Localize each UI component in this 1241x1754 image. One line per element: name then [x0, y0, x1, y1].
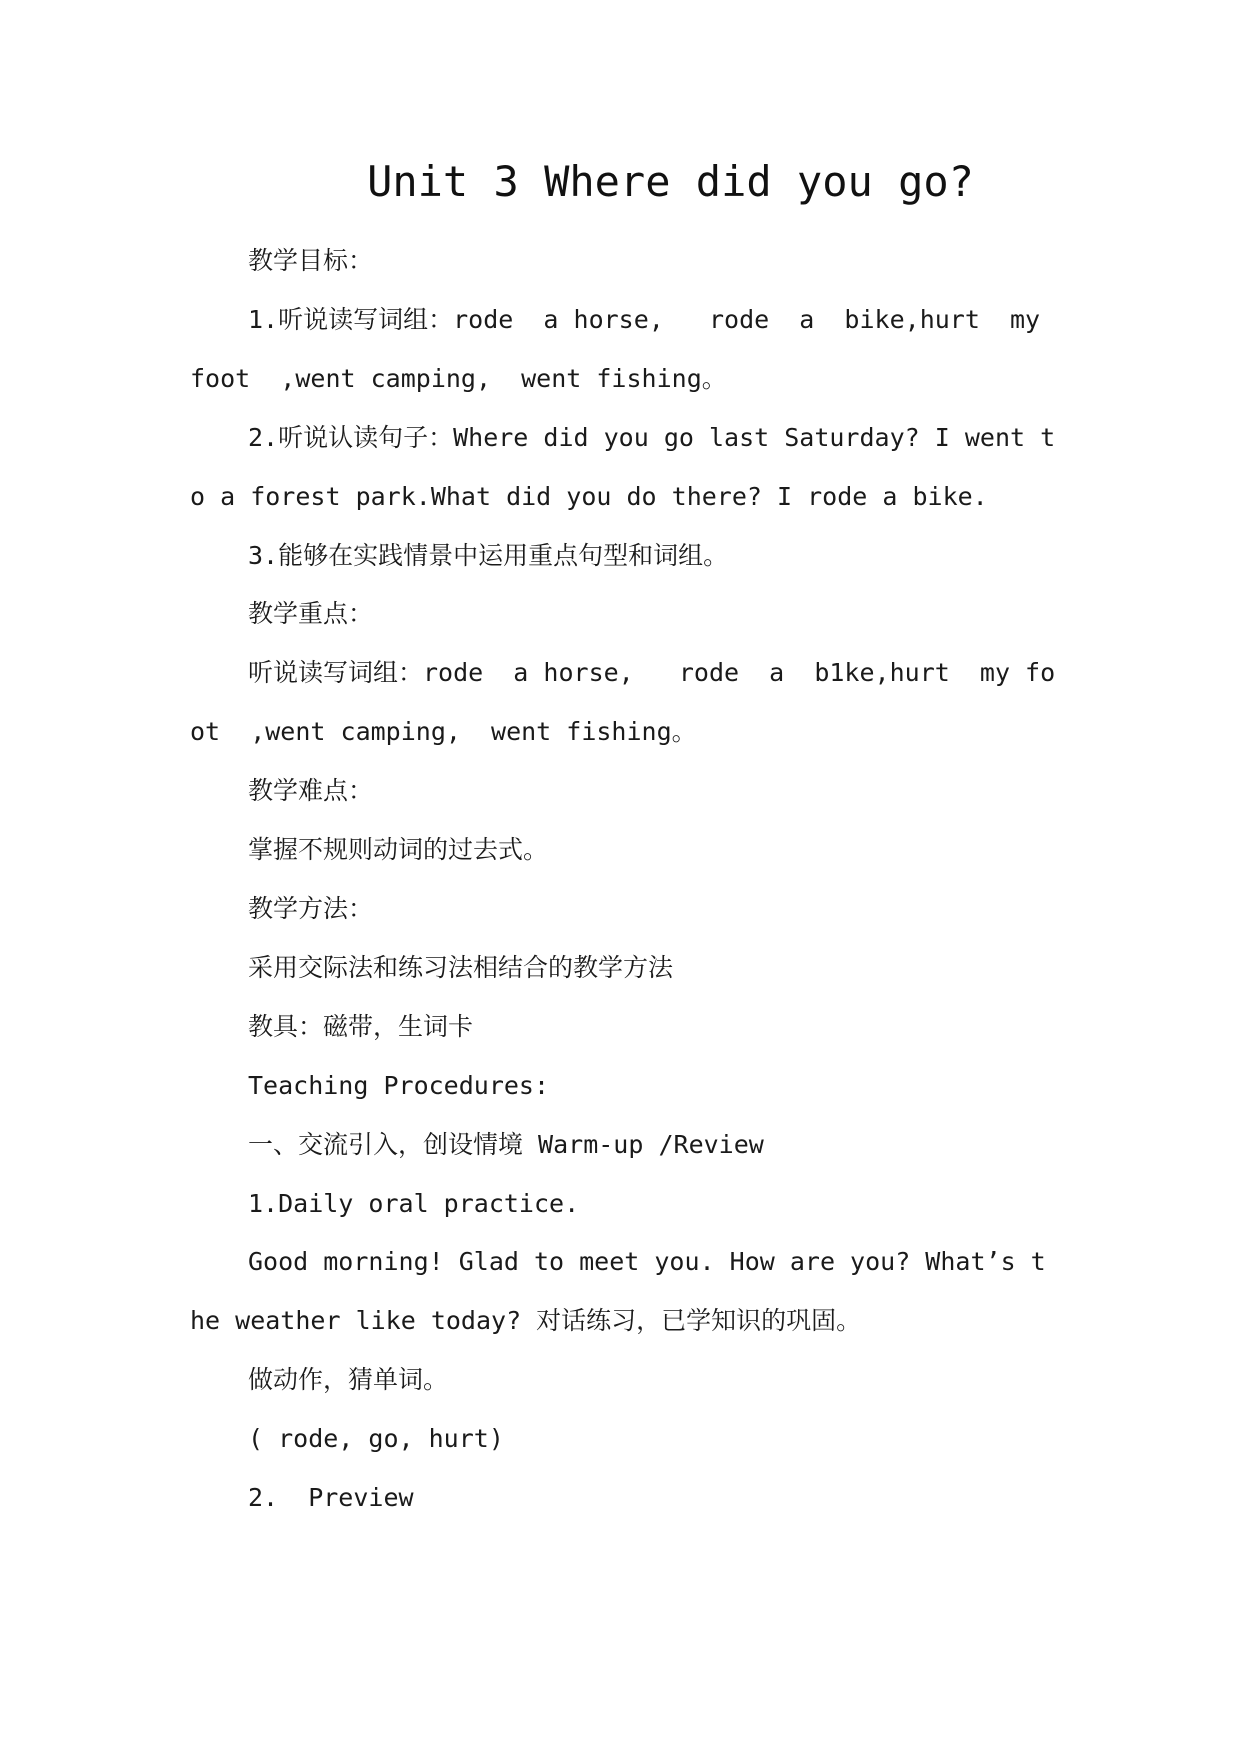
difficulties-text: 掌握不规则动词的过去式。 — [248, 835, 549, 865]
step-1-heading: 一、交流引入，创设情境 Warm-up /Review — [248, 1129, 764, 1159]
teaching-aids: 教具：磁带，生词卡 — [248, 1011, 474, 1041]
daily-oral-practice: 1.Daily oral practice. — [248, 1188, 580, 1218]
objective-3: 3.能够在实践情景中运用重点句型和词组。 — [248, 540, 729, 570]
section-heading-procedures: Teaching Procedures: — [248, 1070, 550, 1100]
preview-heading: 2. Preview — [248, 1483, 414, 1513]
document-title: Unit 3 Where did you go? — [367, 157, 974, 206]
dialogue-practice: Good morning! Glad to meet you. How are you? What’s the weather like today? 对话练习，已学知识的巩固。 — [190, 1247, 1046, 1336]
section-heading-objectives: 教学目标： — [248, 246, 374, 275]
key-points-text: 听说读写词组：rode a horse, rode a b1ke,hurt my foot ,went camping, went fishing。 — [190, 658, 1056, 747]
word-list: ( rode, go, hurt) — [248, 1424, 504, 1454]
section-heading-methods: 教学方法： — [248, 893, 374, 923]
methods-text: 采用交际法和练习法相结合的教学方法 — [248, 952, 674, 982]
document-body — [190, 232, 1060, 1528]
objective-1: 1.听说读写词组：rode a horse, rode a bike,hurt my — [248, 304, 1041, 334]
section-heading-difficulties: 教学难点： — [248, 776, 374, 806]
action-guess-game: 做动作，猜单词。 — [248, 1365, 449, 1395]
section-heading-key-points: 教学重点： — [248, 599, 374, 629]
objective-2: 2.听说认读句子：Where did you go last Saturday? I went to a forest park.What did you do there? I rode a bike. — [190, 422, 1056, 511]
objective-1-continued: foot ,went camping, went fishing。 — [190, 363, 727, 393]
